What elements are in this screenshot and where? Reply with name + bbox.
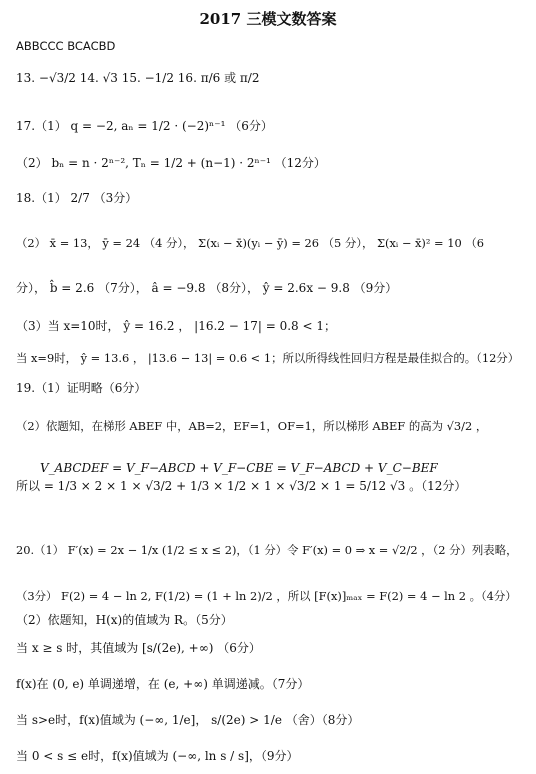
answer-line-8: （3）当 x=10时， ŷ = 16.2 ， |16.2 − 17| = 0.8 < 1； bbox=[16, 319, 337, 333]
answer-line-11: （2）依题知，在梯形 ABEF 中，AB=2，EF=1，OF=1，所以梯形 ABEF 的高为 √3/2 ， bbox=[16, 419, 488, 433]
answer-line-16: （2）依题知，H(x)的值域为 R。（5分） bbox=[16, 613, 233, 627]
answer-line-3: 17.（1） q = −2, aₙ = 1/2 · (−2)ⁿ⁻¹ （6分） bbox=[16, 119, 273, 133]
answer-line-4: （2） bₙ = n · 2ⁿ⁻², Tₙ = 1/2 + (n−1) · 2ⁿ⁻¹ （12分） bbox=[16, 156, 326, 170]
answer-line-12: V_ABCDEF = V_F−ABCD + V_F−CBE = V_F−ABCD + V_C−BEF bbox=[40, 461, 438, 475]
answer-line-19: 当 s>e时，f(x)值域为 (−∞, 1/e]， s/(2e) > 1/e （舍）（8分） bbox=[16, 713, 360, 727]
answer-line-2: 13. −√3/2 14. √3 15. −1/2 16. π/6 或 π/2 bbox=[16, 71, 260, 85]
answer-line-17: 当 x ≥ s 时，其值域为 [s/(2e), +∞) （6分） bbox=[16, 641, 261, 655]
answer-line-9: 当 x=9时， ŷ = 13.6 ， |13.6 − 13| = 0.6 < 1；所以所得线性回归方程是最佳拟合的。（12分） bbox=[16, 351, 520, 365]
answer-line-1: ABBCCC BCACBD bbox=[16, 39, 116, 53]
answer-line-10: 19.（1）证明略（6分） bbox=[16, 381, 147, 395]
answer-line-18: f(x)在 (0, e) 单调递增，在 (e, +∞) 单调递减。（7分） bbox=[16, 677, 310, 691]
answer-line-5: 18.（1） 2/7 （3分） bbox=[16, 191, 138, 205]
answer-line-13: 所以 = 1/3 × 2 × 1 × √3/2 + 1/3 × 1/2 × 1 × √3/2 × 1 = 5/12 √3 。（12分） bbox=[16, 479, 467, 493]
answer-line-7: 分）， b̂ = 2.6 （7分）， â = −9.8 （8分）， ŷ = 2.6x − 9.8 （9分） bbox=[16, 281, 398, 295]
page-title: 2017 三模文数答案 bbox=[199, 10, 337, 28]
answer-line-15: （3分） F(2) = 4 − ln 2, F(1/2) = (1 + ln 2)/2 ，所以 [F(x)]ₘₐₓ = F(2) = 4 − ln 2 。（4分） bbox=[16, 589, 517, 603]
answer-line-20: 当 0 < s ≤ e时，f(x)值域为 (−∞, ln s / s]，（9分） bbox=[16, 749, 299, 763]
answer-line-6: （2） x̄ = 13， ȳ = 24 （4 分）， Σ(xᵢ − x̄)(yᵢ − ȳ) = 26 （5 分）， Σ(xᵢ − x̄)² = 10 （6 bbox=[16, 236, 484, 250]
answer-line-14: 20.（1） F′(x) = 2x − 1/x (1/2 ≤ x ≤ 2)，（1 分）令 F′(x) = 0 ⇒ x = √2/2 ，（2 分）列表略， bbox=[16, 543, 518, 557]
